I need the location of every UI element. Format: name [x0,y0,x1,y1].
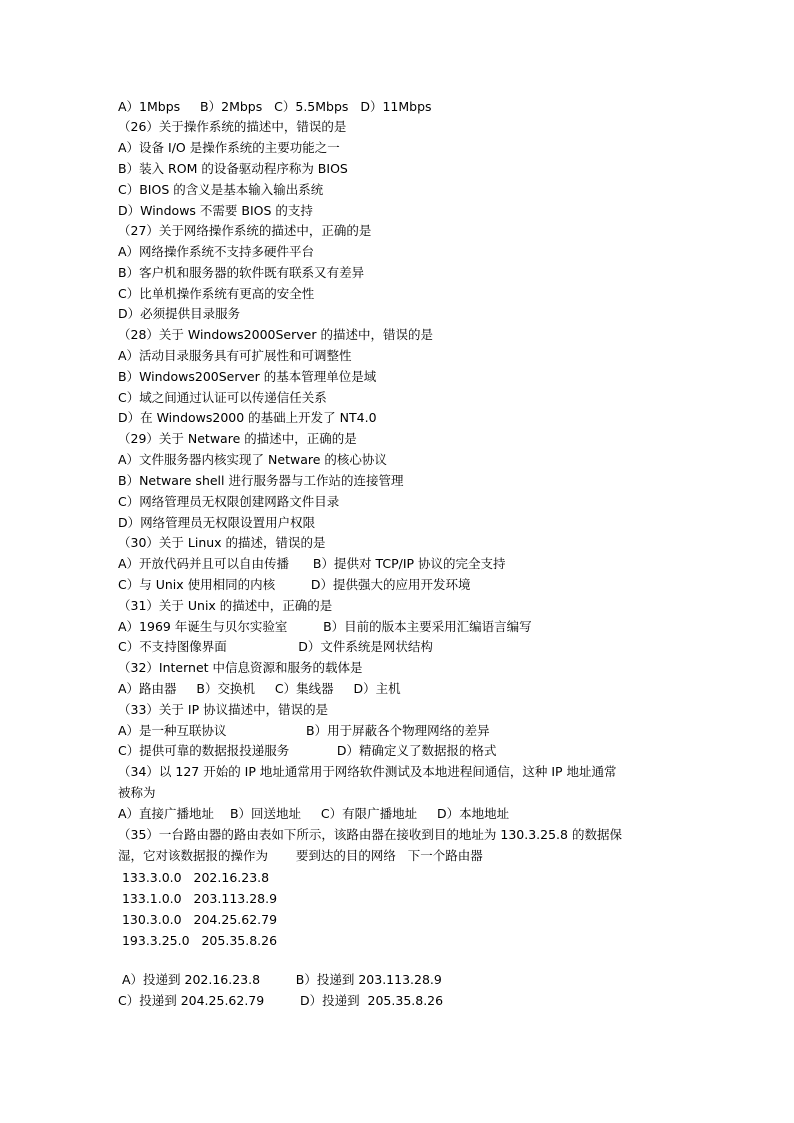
text-line: B）Windows200Server 的基本管理单位是域 [118,369,377,384]
question-34: （34）以 127 开始的 IP 地址通常用于网络软件测试及本地进程间通信，这种 IP 地址通常 [118,764,617,779]
route-row: 130.3.0.0 204.25.62.79 [118,912,278,927]
text-line: C）域之间通过认证可以传递信任关系 [118,390,327,405]
text-line: D）在 Windows2000 的基础上开发了 NT4.0 [118,410,377,425]
text-line: A）路由器 B）交换机 C）集线器 D）主机 [118,681,401,696]
text-line: A）开放代码并且可以自由传播 B）提供对 TCP/IP 协议的完全支持 [118,556,506,571]
text-line: A）投递到 202.16.23.8 B）投递到 203.113.28.9 [118,972,442,987]
text-line: C）提供可靠的数据报投递服务 D）精确定义了数据报的格式 [118,743,497,758]
question-28: （28）关于 Windows2000Server 的描述中，错误的是 [118,327,433,342]
text-line: 被称为 [118,785,156,800]
text-line: C）与 Unix 使用相同的内核 D）提供强大的应用开发环境 [118,577,471,592]
question-27: （27）关于网络操作系统的描述中，正确的是 [118,223,372,238]
text-line: B）装入 ROM 的设备驱动程序称为 BIOS [118,161,348,176]
question-31: （31）关于 Unix 的描述中，正确的是 [118,598,333,613]
text-line: D）Windows 不需要 BIOS 的支持 [118,203,313,218]
text-line: D）必须提供目录服务 [118,306,241,321]
question-29: （29）关于 Netware 的描述中，正确的是 [118,431,357,446]
text-line: D）网络管理员无权限设置用户权限 [118,515,316,530]
text-line: A）是一种互联协议 B）用于屏蔽各个物理网络的差异 [118,723,490,738]
text-line: B）Netware shell 进行服务器与工作站的连接管理 [118,473,404,488]
question-30: （30）关于 Linux 的描述，错误的是 [118,535,326,550]
text-line: B）客户机和服务器的软件既有联系又有差异 [118,265,365,280]
question-26: （26）关于操作系统的描述中，错误的是 [118,119,347,134]
text-line: A）直接广播地址 B）回送地址 C）有限广播地址 D）本地地址 [118,806,510,821]
text-line: A）网络操作系统不支持多硬件平台 [118,244,315,259]
text-line: C）比单机操作系统有更高的安全性 [118,286,315,301]
text-line: C）BIOS 的含义是基本输入输出系统 [118,182,324,197]
text-line: C）投递到 204.25.62.79 D）投递到 205.35.8.26 [118,993,444,1008]
question-33: （33）关于 IP 协议描述中，错误的是 [118,702,329,717]
route-row: 193.3.25.0 205.35.8.26 [118,933,278,948]
text-line: 湿，它对该数据报的操作为 要到达的目的网络 下一个路由器 [118,848,483,863]
text-line: A）文件服务器内核实现了 Netware 的核心协议 [118,452,387,467]
question-32: （32）Internet 中信息资源和服务的载体是 [118,660,363,675]
text-line: A）设备 I/O 是操作系统的主要功能之一 [118,140,340,155]
text-line: A）1969 年诞生与贝尔实验室 B）目前的版本主要采用汇编语言编写 [118,619,532,634]
text-line: A）活动目录服务具有可扩展性和可调整性 [118,348,352,363]
route-row: 133.1.0.0 203.113.28.9 [118,891,278,906]
text-line: C）网络管理员无权限创建网路文件目录 [118,494,340,509]
question-35: （35）一台路由器的路由表如下所示，该路由器在接收到目的地址为 130.3.25.8 的数据保 [118,827,622,842]
text-line: A）1Mbps B）2Mbps C）5.5Mbps D）11Mbps [118,99,432,114]
route-row: 133.3.0.0 202.16.23.8 [118,870,270,885]
text-line: C）不支持图像界面 D）文件系统是网状结构 [118,639,433,654]
